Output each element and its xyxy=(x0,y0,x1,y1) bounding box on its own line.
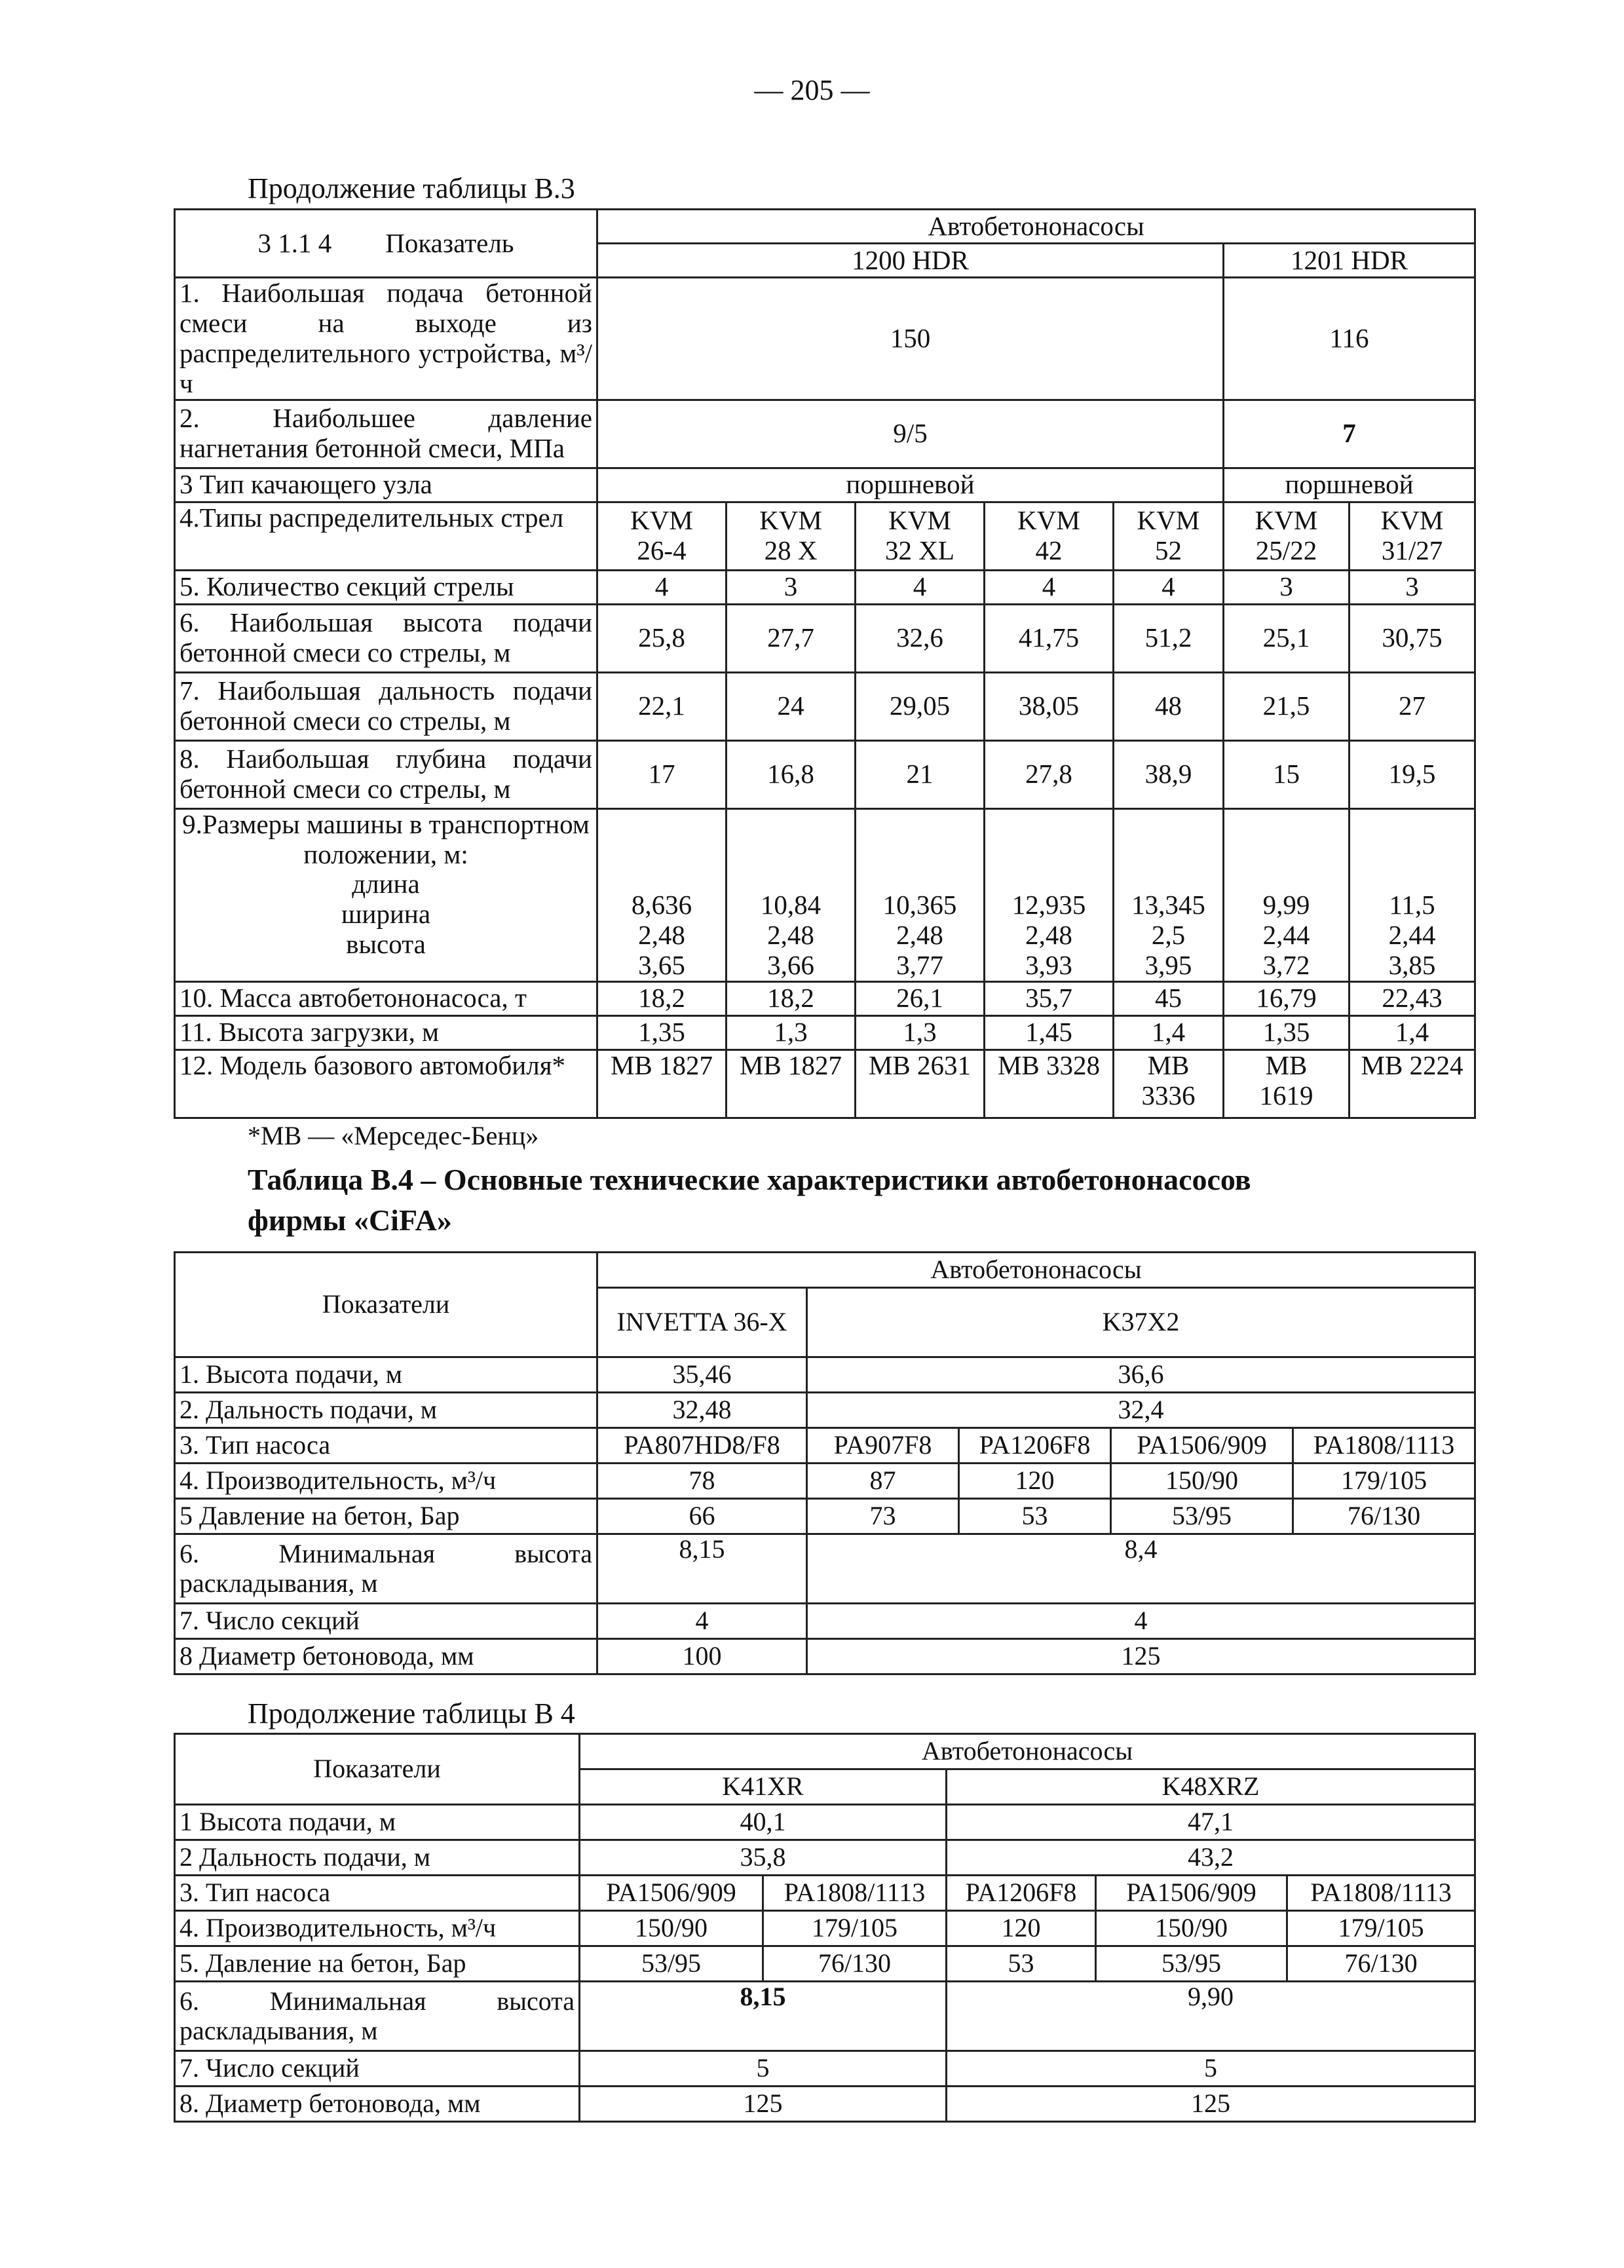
dim: 11,5 xyxy=(1389,889,1435,920)
cell: 40,1 xyxy=(580,1805,947,1840)
row-label: 4. Производительность, м³/ч xyxy=(175,1464,597,1499)
row4-val: KVM xyxy=(630,505,693,536)
cell: PA807HD8/F8 xyxy=(597,1428,807,1464)
dim: 3,66 xyxy=(767,949,814,980)
cell: 35,7 xyxy=(985,981,1114,1015)
row9-cell xyxy=(1224,808,1350,981)
table-b3-row4-cell xyxy=(985,502,1114,570)
table-b4c-row8 xyxy=(175,2087,1475,2122)
cell: PA1506/909 xyxy=(1111,1428,1293,1464)
cell: 1,45 xyxy=(985,1015,1114,1049)
table-b4c-header-label: Показатели xyxy=(175,1734,580,1805)
table-b3-row4-label: 4.Типы распределительных стрел xyxy=(175,502,597,570)
cell: 16,8 xyxy=(727,740,856,808)
row-label: 2. Дальность подачи, м xyxy=(175,1393,597,1428)
table-b3-row3-value-2: поршневой xyxy=(1224,468,1475,502)
cell: 36,6 xyxy=(807,1357,1475,1393)
cell: 8,4 xyxy=(807,1534,1475,1604)
cell: PA1808/1113 xyxy=(1293,1428,1475,1464)
cell: 125 xyxy=(580,2087,947,2122)
table-b3-row11 xyxy=(175,1015,1475,1049)
cell: 24 xyxy=(727,672,856,740)
table-b4-row1 xyxy=(175,1357,1475,1393)
cell: 25,1 xyxy=(1224,604,1350,672)
cell: MB 3328 xyxy=(985,1049,1114,1118)
row-label: 3. Тип насоса xyxy=(175,1876,580,1911)
cell: 19,5 xyxy=(1350,740,1475,808)
dim: 2,48 xyxy=(1025,919,1072,950)
cell: 22,43 xyxy=(1350,981,1475,1015)
row9-cell xyxy=(1114,808,1224,981)
cell: 150/90 xyxy=(1111,1464,1293,1499)
page-number: — 205 — xyxy=(754,74,870,106)
dim: 3,85 xyxy=(1388,949,1436,980)
row4-val: 31/27 xyxy=(1381,535,1443,566)
table-b4-row6 xyxy=(175,1534,1475,1604)
cell: 76/130 xyxy=(763,1946,947,1982)
table-b3-footnote: *MB — «Мерседес-Бенц» xyxy=(248,1121,539,1150)
dim: 10,365 xyxy=(882,889,957,920)
cell: 35,46 xyxy=(597,1357,807,1393)
dim: 3,65 xyxy=(638,949,685,980)
cell: PA1506/909 xyxy=(580,1876,763,1911)
model: 3336 xyxy=(1141,1080,1196,1110)
cell: 179/105 xyxy=(763,1911,947,1946)
table-b4-row2 xyxy=(175,1393,1475,1428)
dim: 2,5 xyxy=(1151,919,1186,950)
cell: 15 xyxy=(1224,740,1350,808)
table-b3-row2-value-2: 7 xyxy=(1224,400,1475,468)
cell: 21,5 xyxy=(1224,672,1350,740)
cell: 35,8 xyxy=(580,1840,947,1876)
cell: 45 xyxy=(1114,981,1224,1015)
table-b4-title-line2: фирмы «CiFA» xyxy=(248,1203,452,1237)
cell: 9,90 xyxy=(947,1982,1475,2051)
row-label: 3. Тип насоса xyxy=(175,1428,597,1464)
row9-cell xyxy=(985,808,1114,981)
table-b3-row8 xyxy=(175,740,1475,808)
cell: 73 xyxy=(807,1499,959,1534)
table-b4-model-invetta: INVETTA 36-X xyxy=(597,1288,807,1357)
cell: 22,1 xyxy=(597,672,727,740)
cell: 18,2 xyxy=(597,981,727,1015)
cell: 100 xyxy=(597,1639,807,1674)
table-b4c-model-k48xrz: K48XRZ xyxy=(947,1769,1475,1805)
cell: 53/95 xyxy=(1111,1499,1293,1534)
cell: MB 2224 xyxy=(1350,1049,1475,1118)
cell: 53/95 xyxy=(1096,1946,1287,1982)
cell: 4 xyxy=(1114,570,1224,604)
row-label: 5. Количество секций стрелы xyxy=(175,570,597,604)
row4-val: 25/22 xyxy=(1255,535,1317,566)
dim: 2,48 xyxy=(767,919,814,950)
row4-val: KVM xyxy=(1380,505,1444,536)
table-b3-row12 xyxy=(175,1049,1475,1118)
cell: 3 xyxy=(727,570,856,604)
cell: 53/95 xyxy=(580,1946,763,1982)
cell: 120 xyxy=(947,1911,1096,1946)
table-b4-header-label: Показатели xyxy=(175,1253,597,1357)
row-label: 6. Наибольшая высота подачи бетонной смеси со стрелы, м xyxy=(175,604,597,672)
model: MB xyxy=(1265,1049,1308,1080)
cell: 43,2 xyxy=(947,1840,1475,1876)
cell: PA907F8 xyxy=(807,1428,959,1464)
cell: 87 xyxy=(807,1464,959,1499)
row9-cell xyxy=(856,808,985,981)
table-b4c-row5 xyxy=(175,1946,1475,1982)
table-b4c-row1 xyxy=(175,1805,1475,1840)
table-b3-model-1201: 1201 HDR xyxy=(1224,244,1475,278)
row9-label-length: длина xyxy=(352,869,420,899)
cell: 179/105 xyxy=(1287,1911,1475,1946)
table-b4c xyxy=(174,1733,1476,2123)
row-label: 5 Давление на бетон, Бар xyxy=(175,1499,597,1534)
table-b3-header-code: 3 1.1 4 xyxy=(257,227,332,258)
row9-cell xyxy=(1350,808,1475,981)
table-b3-header-cell xyxy=(175,210,597,278)
cell: 32,6 xyxy=(856,604,985,672)
cell: 1,4 xyxy=(1350,1015,1475,1049)
table-b4c-model-k41xr: K41XR xyxy=(580,1769,947,1805)
table-b3-row1-value-2: 116 xyxy=(1224,278,1475,400)
cell: 1,3 xyxy=(727,1015,856,1049)
row4-val: KVM xyxy=(1017,505,1080,536)
table-b3-caption: Продолжение таблицы В.3 xyxy=(248,172,575,204)
row-label: 6. Минимальная высота раскладывания, м xyxy=(175,1534,597,1604)
cell: 27,8 xyxy=(985,740,1114,808)
cell: 38,05 xyxy=(985,672,1114,740)
cell: 4 xyxy=(856,570,985,604)
table-b3-row4-cell xyxy=(727,502,856,570)
cell: 3 xyxy=(1350,570,1475,604)
dim: 8,636 xyxy=(631,889,692,920)
row-label: 10. Масса автобетононасоса, т xyxy=(175,981,597,1015)
cell: 78 xyxy=(597,1464,807,1499)
cell: 16,79 xyxy=(1224,981,1350,1015)
cell xyxy=(1114,1049,1224,1118)
cell: 1,35 xyxy=(597,1015,727,1049)
cell: PA1206F8 xyxy=(959,1428,1111,1464)
table-b3 xyxy=(174,208,1476,1119)
table-b3-row4-cell xyxy=(597,502,727,570)
cell: 179/105 xyxy=(1293,1464,1475,1499)
row-label: 4. Производительность, м³/ч xyxy=(175,1911,580,1946)
row-label: 12. Модель базового автомобиля* xyxy=(175,1049,597,1118)
cell: 1,4 xyxy=(1114,1015,1224,1049)
model: 1619 xyxy=(1259,1080,1313,1110)
table-b3-row7 xyxy=(175,672,1475,740)
dim: 3,95 xyxy=(1144,949,1192,980)
row9-label xyxy=(175,808,597,981)
table-b3-row2-value-1: 9/5 xyxy=(597,400,1224,468)
cell: 4 xyxy=(597,1604,807,1639)
cell: 1,3 xyxy=(856,1015,985,1049)
dim: 10,84 xyxy=(760,889,821,920)
model: MB xyxy=(1147,1049,1190,1080)
cell: 53 xyxy=(959,1499,1111,1534)
dim: 2,44 xyxy=(1388,919,1436,950)
row-label: 8. Диаметр бетоновода, мм xyxy=(175,2087,580,2122)
cell: 51,2 xyxy=(1114,604,1224,672)
row9-cell xyxy=(597,808,727,981)
row-label: 8 Диаметр бетоновода, мм xyxy=(175,1639,597,1674)
table-b4c-row4 xyxy=(175,1911,1475,1946)
row9-cell xyxy=(727,808,856,981)
cell: 47,1 xyxy=(947,1805,1475,1840)
table-b3-group-header: Автобетононасосы xyxy=(597,210,1475,244)
table-b3-row6 xyxy=(175,604,1475,672)
row-label: 1 Высота подачи, м xyxy=(175,1805,580,1840)
cell: 3 xyxy=(1224,570,1350,604)
dim: 2,44 xyxy=(1262,919,1310,950)
dim: 2,48 xyxy=(638,919,685,950)
row9-label-width: ширина xyxy=(341,899,431,930)
cell: MB 2631 xyxy=(856,1049,985,1118)
cell: 8,15 xyxy=(597,1534,807,1604)
cell: 4 xyxy=(985,570,1114,604)
row-label: 1. Высота подачи, м xyxy=(175,1357,597,1393)
cell: 32,48 xyxy=(597,1393,807,1428)
cell: MB 1827 xyxy=(727,1049,856,1118)
table-b3-header-label: Показатель xyxy=(385,227,514,258)
dim: 13,345 xyxy=(1131,889,1205,920)
table-b4c-row2 xyxy=(175,1840,1475,1876)
cell: 29,05 xyxy=(856,672,985,740)
row4-val: KVM xyxy=(1255,505,1318,536)
table-b3-row1-value-1: 150 xyxy=(597,278,1224,400)
cell: 125 xyxy=(807,1639,1475,1674)
cell: 48 xyxy=(1114,672,1224,740)
cell: 17 xyxy=(597,740,727,808)
cell xyxy=(1224,1049,1350,1118)
table-b4c-row6 xyxy=(175,1982,1475,2051)
cell: 66 xyxy=(597,1499,807,1534)
dim: 3,72 xyxy=(1262,949,1310,980)
cell: 120 xyxy=(959,1464,1111,1499)
dim: 2,48 xyxy=(896,919,943,950)
cell: 21 xyxy=(856,740,985,808)
table-b3-row4-cell xyxy=(1114,502,1224,570)
table-b3-row2-label: 2. Наибольшее давление нагнетания бетонной смеси, МПа xyxy=(175,400,597,468)
table-b4-title-line1: Таблица В.4 – Основные технические характеристики автобетононасосов xyxy=(248,1163,1251,1196)
cell: 150/90 xyxy=(580,1911,763,1946)
cell: PA1808/1113 xyxy=(1287,1876,1475,1911)
cell: 1,35 xyxy=(1224,1015,1350,1049)
row4-val: 52 xyxy=(1155,535,1182,566)
row9-label-title: 9.Размеры машины в транспортном положении, м: xyxy=(182,808,590,869)
cell: 27 xyxy=(1350,672,1475,740)
row-label: 7. Число секций xyxy=(175,1604,597,1639)
cell: 76/130 xyxy=(1287,1946,1475,1982)
row-label: 7. Число секций xyxy=(175,2051,580,2087)
table-b4-row7 xyxy=(175,1604,1475,1639)
row-label: 5. Давление на бетон, Бар xyxy=(175,1946,580,1982)
cell: PA1206F8 xyxy=(947,1876,1096,1911)
dim: 12,935 xyxy=(1011,889,1086,920)
cell: 4 xyxy=(807,1604,1475,1639)
row4-val: 26-4 xyxy=(637,535,687,566)
row-label: 8. Наибольшая глубина подачи бетонной смеси со стрелы, м xyxy=(175,740,597,808)
cell: 30,75 xyxy=(1350,604,1475,672)
table-b3-row5 xyxy=(175,570,1475,604)
row4-val: KVM xyxy=(888,505,951,536)
row4-val: KVM xyxy=(1137,505,1200,536)
table-b3-row3-label: 3 Тип качающего узла xyxy=(175,468,597,502)
row4-val: KVM xyxy=(759,505,822,536)
table-b3-row10 xyxy=(175,981,1475,1015)
cell: 5 xyxy=(580,2051,947,2087)
table-b3-row4-cell xyxy=(856,502,985,570)
cell: MB 1827 xyxy=(597,1049,727,1118)
row-label: 2 Дальность подачи, м xyxy=(175,1840,580,1876)
cell: PA1808/1113 xyxy=(763,1876,947,1911)
table-b4c-row7 xyxy=(175,2051,1475,2087)
cell: 125 xyxy=(947,2087,1475,2122)
row9-label-height: высота xyxy=(346,929,426,960)
table-b4c-caption: Продолжение таблицы В 4 xyxy=(248,1697,575,1729)
cell: 18,2 xyxy=(727,981,856,1015)
table-b4c-row3 xyxy=(175,1876,1475,1911)
cell: 8,15 xyxy=(580,1982,947,2051)
table-b4c-group-header: Автобетононасосы xyxy=(580,1734,1475,1769)
table-b4-row4 xyxy=(175,1464,1475,1499)
cell: 4 xyxy=(597,570,727,604)
table-b4-row8 xyxy=(175,1639,1475,1674)
cell: 53 xyxy=(947,1946,1096,1982)
row-label: 7. Наибольшая дальность подачи бетонной смеси со стрелы, м xyxy=(175,672,597,740)
cell: 5 xyxy=(947,2051,1475,2087)
cell: PA1506/909 xyxy=(1096,1876,1287,1911)
row4-val: 28 X xyxy=(764,535,818,566)
dim: 3,93 xyxy=(1025,949,1072,980)
row-label: 6. Минимальная высота раскладывания, м xyxy=(175,1982,580,2051)
table-b3-row4-cell xyxy=(1224,502,1350,570)
table-b3-row9 xyxy=(175,808,1475,981)
table-b4-model-k37x2: K37X2 xyxy=(807,1288,1475,1357)
row-label: 11. Высота загрузки, м xyxy=(175,1015,597,1049)
table-b3-row1-label: 1. Наибольшая подача бетонной смеси на выходе из распределительного устройства, м³/ч xyxy=(175,278,597,400)
table-b4 xyxy=(174,1251,1476,1675)
cell: 32,4 xyxy=(807,1393,1475,1428)
row4-val: 42 xyxy=(1035,535,1063,566)
cell: 38,9 xyxy=(1114,740,1224,808)
cell: 41,75 xyxy=(985,604,1114,672)
table-b3-model-1200: 1200 HDR xyxy=(597,244,1224,278)
row4-val: 32 XL xyxy=(885,535,954,566)
cell: 25,8 xyxy=(597,604,727,672)
table-b3-row3-value-1: поршневой xyxy=(597,468,1224,502)
table-b4-row3 xyxy=(175,1428,1475,1464)
cell: 27,7 xyxy=(727,604,856,672)
table-b3-row4-cell xyxy=(1350,502,1475,570)
cell: 150/90 xyxy=(1096,1911,1287,1946)
cell: 76/130 xyxy=(1293,1499,1475,1534)
table-b4-row5 xyxy=(175,1499,1475,1534)
dim: 3,77 xyxy=(896,949,943,980)
cell: 26,1 xyxy=(856,981,985,1015)
table-b4-group-header: Автобетононасосы xyxy=(597,1253,1475,1288)
dim: 9,99 xyxy=(1262,889,1310,920)
